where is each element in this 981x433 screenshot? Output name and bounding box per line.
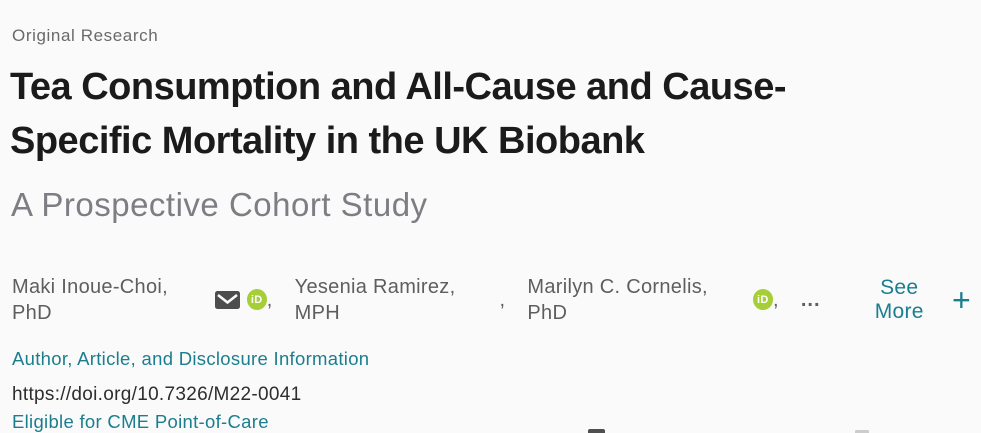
article-type-eyebrow: Original Research	[12, 26, 159, 45]
author-item	[527, 274, 778, 326]
author-item	[12, 274, 273, 326]
see-more-button[interactable]	[855, 276, 972, 324]
see-more-label: See More	[874, 275, 924, 323]
article-title: Tea Consumption and All-Cause and Cause-Specific Mortality in the UK Biobank	[10, 66, 786, 163]
article-subtitle: A Prospective Cohort Study	[11, 185, 428, 223]
author-item	[295, 274, 506, 326]
plus-icon: +	[952, 281, 972, 318]
orcid-icon[interactable]: iD	[753, 289, 773, 310]
author-name-link[interactable]: Marilyn C. Cornelis, PhD	[527, 275, 708, 324]
author-article-disclosure-link[interactable]: Author, Article, and Disclosure Information	[12, 347, 370, 369]
author-name-link[interactable]: Maki Inoue-Choi, PhD	[12, 275, 168, 324]
doi-text: https://doi.org/10.7326/M22-0041	[12, 383, 302, 405]
author-name-link[interactable]: Yesenia Ramirez, MPH	[294, 275, 456, 324]
partial-figure-icon	[588, 429, 605, 433]
author-separator: ,	[266, 288, 273, 311]
authors-ellipsis: ...	[800, 288, 821, 311]
author-separator: ,	[772, 288, 779, 311]
author-separator: ,	[499, 288, 506, 311]
email-icon[interactable]	[215, 291, 240, 309]
author-list	[12, 274, 971, 326]
orcid-icon[interactable]: iD	[247, 289, 267, 310]
cme-link[interactable]: Eligible for CME Point-of-Care	[12, 410, 269, 432]
